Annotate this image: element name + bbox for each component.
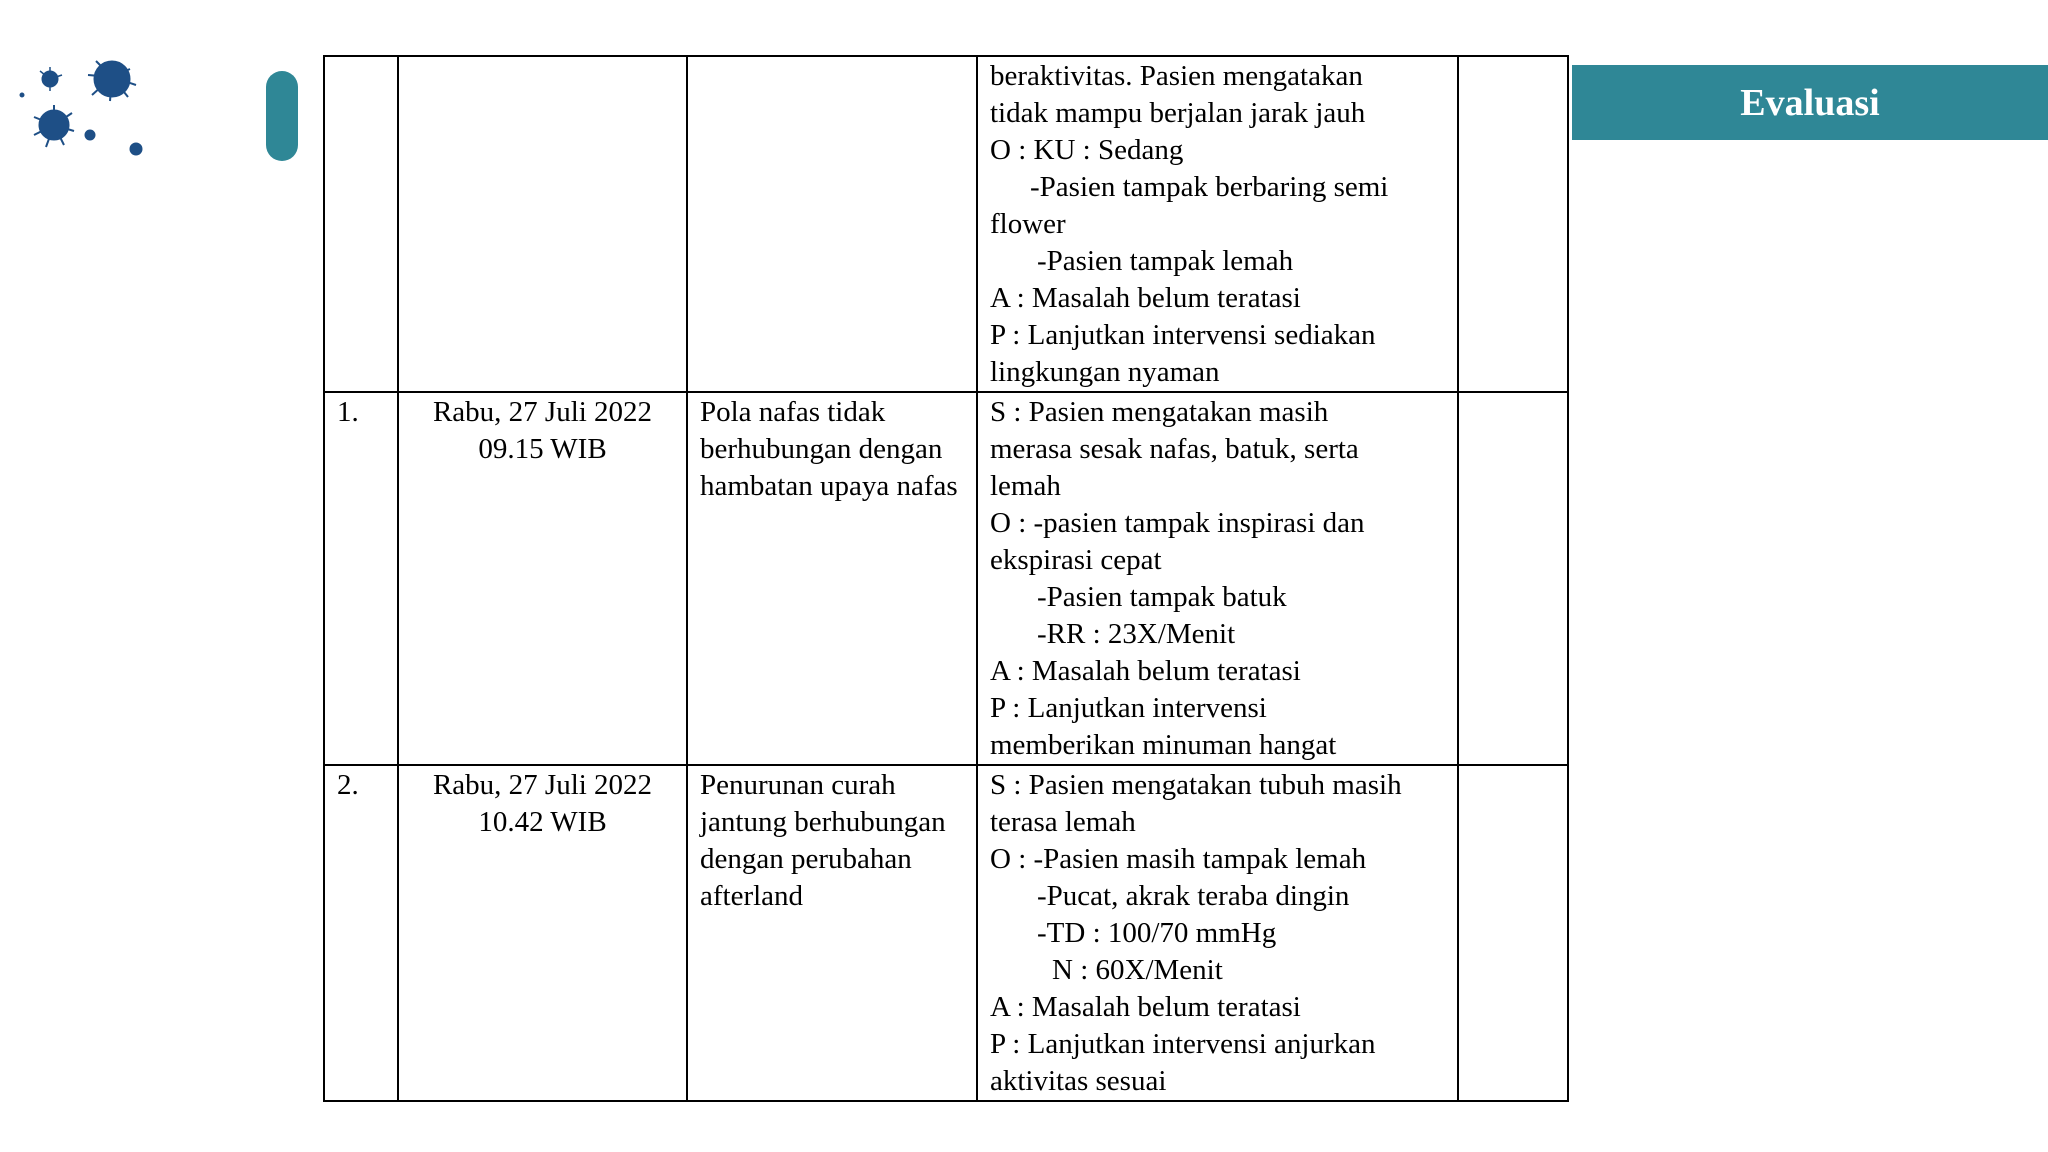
row-number-cell: 1. bbox=[324, 392, 398, 765]
date-text: Rabu, 27 Juli 2022 bbox=[432, 769, 653, 801]
slide-title: Evaluasi bbox=[1740, 81, 1880, 124]
diagnosis-text: Penurunan curah jantung berhubungan dengan perubahan afterland bbox=[700, 769, 946, 912]
evaluation-line: A : Masalah belum teratasi bbox=[990, 282, 1301, 314]
evaluation-line: ekspirasi cepat bbox=[990, 544, 1162, 576]
diagnosis-text: Pola nafas tidak berhubungan dengan hambatan upaya nafas bbox=[700, 396, 958, 502]
evaluation-line: lingkungan nyaman bbox=[990, 356, 1220, 388]
evaluation-line: merasa sesak nafas, batuk, serta bbox=[990, 433, 1359, 465]
time-text: 10.42 WIB bbox=[478, 806, 607, 838]
evaluation-table-container bbox=[323, 55, 1569, 1102]
evaluation-line: -Pasien tampak lemah bbox=[1037, 245, 1294, 277]
signature-cell bbox=[1458, 765, 1568, 1101]
evaluation-line: aktivitas sesuai bbox=[990, 1065, 1167, 1097]
evaluation-line: O : -pasien tampak inspirasi dan bbox=[990, 507, 1365, 539]
evaluation-line: memberikan minuman hangat bbox=[990, 729, 1337, 761]
date-text: Rabu, 27 Juli 2022 bbox=[432, 396, 653, 428]
evaluation-line: -Pasien tampak berbaring semi bbox=[1030, 171, 1389, 203]
evaluation-cell bbox=[977, 56, 1458, 392]
evaluation-cell bbox=[977, 392, 1458, 765]
table-row bbox=[324, 392, 1568, 765]
evaluation-line: -Pucat, akrak teraba dingin bbox=[1037, 880, 1350, 912]
evaluation-line: A : Masalah belum teratasi bbox=[990, 991, 1301, 1023]
evaluation-line: P : Lanjutkan intervensi anjurkan bbox=[990, 1028, 1376, 1060]
evaluation-line: S : Pasien mengatakan masih bbox=[990, 396, 1329, 428]
table-row bbox=[324, 56, 1568, 392]
accent-bar bbox=[266, 71, 298, 161]
evaluation-line: -TD : 100/70 mmHg bbox=[1037, 917, 1277, 949]
date-cell bbox=[398, 392, 687, 765]
diagnosis-cell bbox=[687, 392, 977, 765]
diagnosis-cell bbox=[687, 765, 977, 1101]
signature-cell bbox=[1458, 392, 1568, 765]
diagnosis-cell bbox=[687, 56, 977, 392]
evaluation-line: tidak mampu berjalan jarak jauh bbox=[990, 97, 1366, 129]
evaluation-cell bbox=[977, 765, 1458, 1101]
evaluation-line: -RR : 23X/Menit bbox=[1037, 618, 1236, 650]
title-banner bbox=[1572, 65, 2048, 140]
date-cell bbox=[398, 765, 687, 1101]
row-number-cell bbox=[324, 56, 398, 392]
evaluation-line: lemah bbox=[990, 470, 1061, 502]
evaluation-line: O : -Pasien masih tampak lemah bbox=[990, 843, 1367, 875]
signature-cell bbox=[1458, 56, 1568, 392]
evaluation-line: P : Lanjutkan intervensi bbox=[990, 692, 1267, 724]
date-cell bbox=[398, 56, 687, 392]
time-text: 09.15 WIB bbox=[478, 433, 607, 465]
evaluation-line: beraktivitas. Pasien mengatakan bbox=[990, 60, 1363, 92]
evaluation-line: N : 60X/Menit bbox=[1052, 954, 1223, 986]
evaluation-line: P : Lanjutkan intervensi sediakan bbox=[990, 319, 1376, 351]
evaluation-line: -Pasien tampak batuk bbox=[1037, 581, 1287, 613]
evaluation-line: O : KU : Sedang bbox=[990, 134, 1184, 166]
evaluation-line: terasa lemah bbox=[990, 806, 1136, 838]
evaluation-line: flower bbox=[990, 208, 1066, 240]
evaluation-line: S : Pasien mengatakan tubuh masih bbox=[990, 769, 1402, 801]
table-row bbox=[324, 765, 1568, 1101]
evaluation-line: A : Masalah belum teratasi bbox=[990, 655, 1301, 687]
row-number-cell: 2. bbox=[324, 765, 398, 1101]
evaluation-table bbox=[323, 55, 1569, 1102]
virus-decoration-icon bbox=[18, 55, 158, 165]
